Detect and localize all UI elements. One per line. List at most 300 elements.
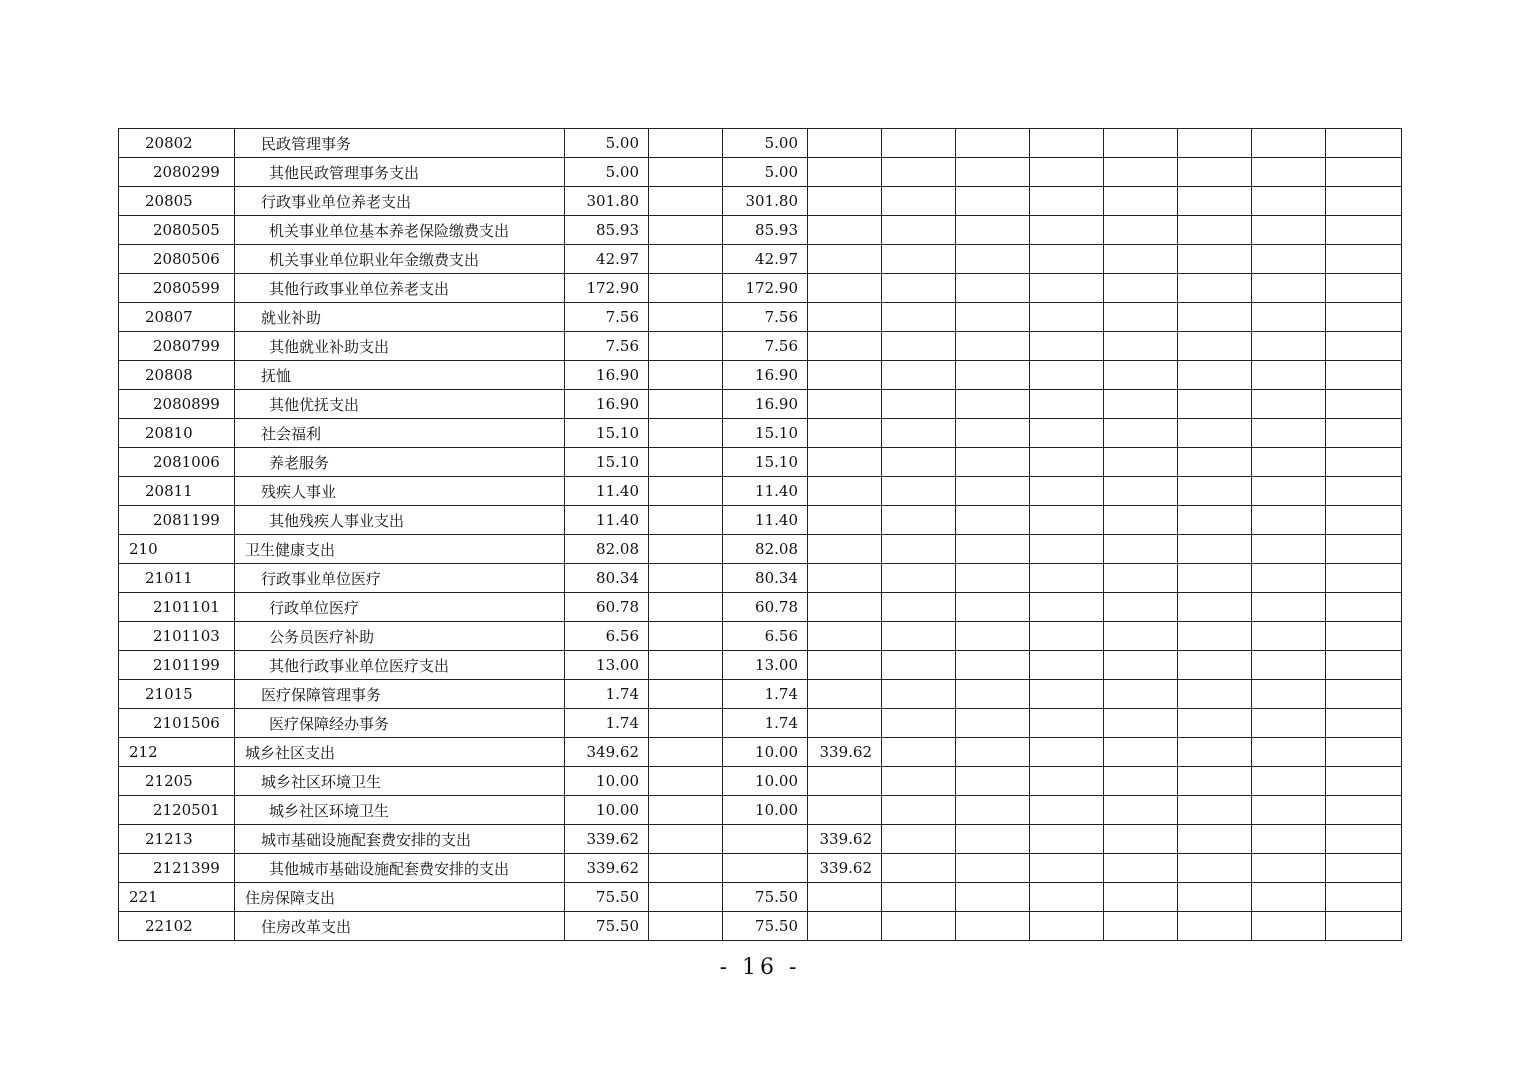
empty-cell: [1030, 535, 1104, 564]
total-amount-cell: 1.74: [565, 709, 649, 738]
amount-cell: [649, 303, 723, 332]
empty-cell: [1178, 825, 1252, 854]
empty-cell: [882, 361, 956, 390]
amount-cell: [808, 535, 882, 564]
empty-cell: [1178, 187, 1252, 216]
amount-cell: [808, 419, 882, 448]
account-code-cell: 212: [119, 738, 235, 767]
amount-cell: [808, 187, 882, 216]
total-amount-cell: 60.78: [565, 593, 649, 622]
empty-cell: [882, 216, 956, 245]
empty-cell: [1252, 477, 1326, 506]
amount-cell: [649, 245, 723, 274]
empty-cell: [1326, 680, 1402, 709]
empty-cell: [1326, 593, 1402, 622]
account-code-cell: 20802: [119, 129, 235, 158]
empty-cell: [1252, 535, 1326, 564]
empty-cell: [882, 390, 956, 419]
table-row: [119, 448, 1402, 477]
table-row: [119, 912, 1402, 941]
amount-cell: [808, 158, 882, 187]
empty-cell: [1104, 419, 1178, 448]
account-name-cell: 卫生健康支出: [235, 535, 565, 564]
empty-cell: [1326, 564, 1402, 593]
amount-cell: [808, 448, 882, 477]
empty-cell: [956, 506, 1030, 535]
total-amount-cell: 11.40: [565, 477, 649, 506]
empty-cell: [1030, 796, 1104, 825]
account-name-cell: 行政事业单位养老支出: [235, 187, 565, 216]
amount-cell: 11.40: [723, 477, 808, 506]
amount-cell: [649, 332, 723, 361]
empty-cell: [1030, 593, 1104, 622]
empty-cell: [1252, 303, 1326, 332]
table-row: [119, 651, 1402, 680]
account-code-cell: 20807: [119, 303, 235, 332]
empty-cell: [882, 680, 956, 709]
amount-cell: 85.93: [723, 216, 808, 245]
empty-cell: [882, 854, 956, 883]
empty-cell: [956, 187, 1030, 216]
empty-cell: [1326, 332, 1402, 361]
empty-cell: [1030, 767, 1104, 796]
account-name-cell: 抚恤: [235, 361, 565, 390]
empty-cell: [1252, 912, 1326, 941]
empty-cell: [1252, 506, 1326, 535]
account-name-cell: 其他优抚支出: [235, 390, 565, 419]
account-name-cell: 其他城市基础设施配套费安排的支出: [235, 854, 565, 883]
empty-cell: [1252, 564, 1326, 593]
empty-cell: [1326, 448, 1402, 477]
empty-cell: [882, 564, 956, 593]
total-amount-cell: 13.00: [565, 651, 649, 680]
empty-cell: [1104, 245, 1178, 274]
total-amount-cell: 10.00: [565, 796, 649, 825]
table-row: [119, 361, 1402, 390]
empty-cell: [1104, 738, 1178, 767]
total-amount-cell: 15.10: [565, 448, 649, 477]
empty-cell: [1030, 361, 1104, 390]
table-row: [119, 825, 1402, 854]
empty-cell: [882, 187, 956, 216]
empty-cell: [882, 622, 956, 651]
table-row: [119, 883, 1402, 912]
empty-cell: [1178, 303, 1252, 332]
account-name-cell: 其他行政事业单位医疗支出: [235, 651, 565, 680]
total-amount-cell: 16.90: [565, 361, 649, 390]
empty-cell: [956, 564, 1030, 593]
empty-cell: [1030, 419, 1104, 448]
empty-cell: [956, 912, 1030, 941]
table-row: [119, 535, 1402, 564]
empty-cell: [1252, 796, 1326, 825]
amount-cell: 80.34: [723, 564, 808, 593]
amount-cell: 339.62: [808, 825, 882, 854]
amount-cell: 301.80: [723, 187, 808, 216]
empty-cell: [956, 245, 1030, 274]
empty-cell: [882, 825, 956, 854]
empty-cell: [1178, 651, 1252, 680]
total-amount-cell: 11.40: [565, 506, 649, 535]
empty-cell: [882, 738, 956, 767]
account-code-cell: 22102: [119, 912, 235, 941]
account-name-cell: 残疾人事业: [235, 477, 565, 506]
amount-cell: 16.90: [723, 390, 808, 419]
account-code-cell: 2081199: [119, 506, 235, 535]
empty-cell: [1104, 622, 1178, 651]
empty-cell: [1178, 883, 1252, 912]
empty-cell: [1252, 245, 1326, 274]
empty-cell: [1178, 506, 1252, 535]
account-code-cell: 21205: [119, 767, 235, 796]
amount-cell: [649, 796, 723, 825]
amount-cell: [808, 767, 882, 796]
empty-cell: [1252, 680, 1326, 709]
table-row: [119, 767, 1402, 796]
table-body: [119, 129, 1402, 941]
amount-cell: [649, 129, 723, 158]
account-code-cell: 2101101: [119, 593, 235, 622]
table-row: [119, 738, 1402, 767]
amount-cell: [808, 361, 882, 390]
empty-cell: [956, 158, 1030, 187]
empty-cell: [956, 303, 1030, 332]
empty-cell: [882, 303, 956, 332]
budget-expenditure-table: [118, 128, 1402, 941]
empty-cell: [1178, 564, 1252, 593]
amount-cell: 16.90: [723, 361, 808, 390]
amount-cell: [808, 477, 882, 506]
empty-cell: [1178, 245, 1252, 274]
account-code-cell: 20810: [119, 419, 235, 448]
account-name-cell: 机关事业单位基本养老保险缴费支出: [235, 216, 565, 245]
account-name-cell: 机关事业单位职业年金缴费支出: [235, 245, 565, 274]
amount-cell: 1.74: [723, 680, 808, 709]
empty-cell: [1252, 767, 1326, 796]
empty-cell: [956, 883, 1030, 912]
account-name-cell: 行政事业单位医疗: [235, 564, 565, 593]
empty-cell: [1252, 390, 1326, 419]
account-code-cell: 221: [119, 883, 235, 912]
total-amount-cell: 15.10: [565, 419, 649, 448]
amount-cell: 7.56: [723, 332, 808, 361]
empty-cell: [882, 245, 956, 274]
account-name-cell: 医疗保障经办事务: [235, 709, 565, 738]
amount-cell: 75.50: [723, 912, 808, 941]
empty-cell: [1104, 361, 1178, 390]
empty-cell: [882, 158, 956, 187]
empty-cell: [1030, 622, 1104, 651]
table-row: [119, 303, 1402, 332]
amount-cell: [808, 883, 882, 912]
amount-cell: [808, 390, 882, 419]
empty-cell: [1252, 187, 1326, 216]
empty-cell: [1178, 390, 1252, 419]
empty-cell: [1104, 883, 1178, 912]
total-amount-cell: 5.00: [565, 129, 649, 158]
empty-cell: [956, 593, 1030, 622]
total-amount-cell: 16.90: [565, 390, 649, 419]
empty-cell: [1178, 419, 1252, 448]
account-name-cell: 医疗保障管理事务: [235, 680, 565, 709]
total-amount-cell: 5.00: [565, 158, 649, 187]
empty-cell: [1252, 651, 1326, 680]
account-name-cell: 其他就业补助支出: [235, 332, 565, 361]
amount-cell: [808, 506, 882, 535]
amount-cell: 82.08: [723, 535, 808, 564]
empty-cell: [1252, 709, 1326, 738]
empty-cell: [1326, 216, 1402, 245]
empty-cell: [1030, 564, 1104, 593]
total-amount-cell: 75.50: [565, 912, 649, 941]
account-name-cell: 城市基础设施配套费安排的支出: [235, 825, 565, 854]
empty-cell: [956, 767, 1030, 796]
account-code-cell: 21213: [119, 825, 235, 854]
amount-cell: [723, 825, 808, 854]
empty-cell: [1104, 274, 1178, 303]
empty-cell: [1030, 738, 1104, 767]
empty-cell: [1326, 854, 1402, 883]
amount-cell: [649, 390, 723, 419]
table-row: [119, 419, 1402, 448]
total-amount-cell: 85.93: [565, 216, 649, 245]
table-row: [119, 854, 1402, 883]
amount-cell: 15.10: [723, 448, 808, 477]
empty-cell: [882, 767, 956, 796]
empty-cell: [1178, 593, 1252, 622]
empty-cell: [1030, 390, 1104, 419]
empty-cell: [1030, 216, 1104, 245]
empty-cell: [1030, 912, 1104, 941]
empty-cell: [1326, 796, 1402, 825]
empty-cell: [1178, 535, 1252, 564]
empty-cell: [1104, 448, 1178, 477]
amount-cell: 11.40: [723, 506, 808, 535]
empty-cell: [1326, 622, 1402, 651]
empty-cell: [1104, 303, 1178, 332]
empty-cell: [1326, 825, 1402, 854]
empty-cell: [1252, 158, 1326, 187]
empty-cell: [1030, 303, 1104, 332]
empty-cell: [882, 419, 956, 448]
empty-cell: [1178, 274, 1252, 303]
amount-cell: [649, 419, 723, 448]
total-amount-cell: 80.34: [565, 564, 649, 593]
empty-cell: [1104, 332, 1178, 361]
total-amount-cell: 172.90: [565, 274, 649, 303]
empty-cell: [882, 129, 956, 158]
table-row: [119, 680, 1402, 709]
account-name-cell: 社会福利: [235, 419, 565, 448]
empty-cell: [1326, 506, 1402, 535]
empty-cell: [1252, 622, 1326, 651]
amount-cell: [649, 709, 723, 738]
empty-cell: [956, 477, 1030, 506]
table-row: [119, 332, 1402, 361]
empty-cell: [1178, 709, 1252, 738]
amount-cell: [649, 593, 723, 622]
empty-cell: [1030, 477, 1104, 506]
empty-cell: [1104, 535, 1178, 564]
empty-cell: [882, 332, 956, 361]
table-row: [119, 796, 1402, 825]
empty-cell: [956, 419, 1030, 448]
account-code-cell: 2080299: [119, 158, 235, 187]
empty-cell: [1326, 709, 1402, 738]
account-code-cell: 2080506: [119, 245, 235, 274]
empty-cell: [1030, 825, 1104, 854]
total-amount-cell: 10.00: [565, 767, 649, 796]
empty-cell: [1326, 129, 1402, 158]
empty-cell: [1178, 216, 1252, 245]
amount-cell: 10.00: [723, 767, 808, 796]
empty-cell: [1178, 738, 1252, 767]
empty-cell: [1104, 506, 1178, 535]
amount-cell: [649, 535, 723, 564]
empty-cell: [956, 709, 1030, 738]
empty-cell: [956, 129, 1030, 158]
empty-cell: [1326, 187, 1402, 216]
table-row: [119, 129, 1402, 158]
amount-cell: [723, 854, 808, 883]
empty-cell: [1326, 477, 1402, 506]
total-amount-cell: 301.80: [565, 187, 649, 216]
total-amount-cell: 7.56: [565, 303, 649, 332]
empty-cell: [882, 535, 956, 564]
amount-cell: 339.62: [808, 854, 882, 883]
amount-cell: [808, 274, 882, 303]
empty-cell: [956, 390, 1030, 419]
empty-cell: [1326, 419, 1402, 448]
table-row: [119, 709, 1402, 738]
table-row: [119, 216, 1402, 245]
account-code-cell: 2080799: [119, 332, 235, 361]
amount-cell: [649, 477, 723, 506]
amount-cell: [808, 912, 882, 941]
empty-cell: [1178, 796, 1252, 825]
empty-cell: [1178, 158, 1252, 187]
amount-cell: [649, 216, 723, 245]
account-code-cell: 2120501: [119, 796, 235, 825]
empty-cell: [1326, 883, 1402, 912]
account-code-cell: 20805: [119, 187, 235, 216]
empty-cell: [956, 796, 1030, 825]
amount-cell: [808, 303, 882, 332]
amount-cell: 15.10: [723, 419, 808, 448]
empty-cell: [956, 274, 1030, 303]
empty-cell: [1178, 680, 1252, 709]
empty-cell: [882, 506, 956, 535]
amount-cell: 13.00: [723, 651, 808, 680]
account-code-cell: 2101103: [119, 622, 235, 651]
amount-cell: [808, 796, 882, 825]
empty-cell: [956, 651, 1030, 680]
table-row: [119, 158, 1402, 187]
empty-cell: [1178, 477, 1252, 506]
account-code-cell: 2080599: [119, 274, 235, 303]
empty-cell: [1178, 361, 1252, 390]
empty-cell: [1178, 129, 1252, 158]
empty-cell: [1178, 622, 1252, 651]
amount-cell: [808, 593, 882, 622]
empty-cell: [956, 361, 1030, 390]
amount-cell: [649, 854, 723, 883]
empty-cell: [1178, 332, 1252, 361]
amount-cell: [808, 651, 882, 680]
amount-cell: [808, 129, 882, 158]
account-name-cell: 就业补助: [235, 303, 565, 332]
account-name-cell: 行政单位医疗: [235, 593, 565, 622]
amount-cell: 42.97: [723, 245, 808, 274]
empty-cell: [882, 883, 956, 912]
empty-cell: [1326, 303, 1402, 332]
empty-cell: [1252, 738, 1326, 767]
account-code-cell: 2101199: [119, 651, 235, 680]
table-row: [119, 187, 1402, 216]
empty-cell: [1104, 158, 1178, 187]
empty-cell: [1326, 274, 1402, 303]
amount-cell: [649, 448, 723, 477]
total-amount-cell: 1.74: [565, 680, 649, 709]
account-name-cell: 其他民政管理事务支出: [235, 158, 565, 187]
account-code-cell: 2101506: [119, 709, 235, 738]
empty-cell: [1030, 274, 1104, 303]
empty-cell: [1104, 680, 1178, 709]
empty-cell: [1030, 187, 1104, 216]
table-row: [119, 564, 1402, 593]
amount-cell: 1.74: [723, 709, 808, 738]
empty-cell: [1252, 825, 1326, 854]
amount-cell: [808, 564, 882, 593]
empty-cell: [1326, 245, 1402, 274]
empty-cell: [1326, 738, 1402, 767]
amount-cell: [649, 651, 723, 680]
empty-cell: [1104, 216, 1178, 245]
empty-cell: [882, 274, 956, 303]
amount-cell: [808, 680, 882, 709]
table-row: [119, 245, 1402, 274]
empty-cell: [1104, 854, 1178, 883]
empty-cell: [1104, 767, 1178, 796]
total-amount-cell: 42.97: [565, 245, 649, 274]
amount-cell: [649, 564, 723, 593]
total-amount-cell: 349.62: [565, 738, 649, 767]
amount-cell: 75.50: [723, 883, 808, 912]
empty-cell: [1252, 419, 1326, 448]
amount-cell: 339.62: [808, 738, 882, 767]
amount-cell: 172.90: [723, 274, 808, 303]
empty-cell: [1104, 477, 1178, 506]
amount-cell: [649, 158, 723, 187]
amount-cell: [808, 709, 882, 738]
amount-cell: 60.78: [723, 593, 808, 622]
total-amount-cell: 75.50: [565, 883, 649, 912]
empty-cell: [1252, 216, 1326, 245]
account-code-cell: 20808: [119, 361, 235, 390]
empty-cell: [956, 216, 1030, 245]
account-code-cell: 2080899: [119, 390, 235, 419]
amount-cell: [649, 912, 723, 941]
account-name-cell: 养老服务: [235, 448, 565, 477]
account-name-cell: 住房保障支出: [235, 883, 565, 912]
amount-cell: [808, 245, 882, 274]
empty-cell: [1104, 651, 1178, 680]
empty-cell: [1252, 854, 1326, 883]
empty-cell: [1104, 390, 1178, 419]
table-row: [119, 477, 1402, 506]
amount-cell: [808, 622, 882, 651]
account-name-cell: 其他行政事业单位养老支出: [235, 274, 565, 303]
